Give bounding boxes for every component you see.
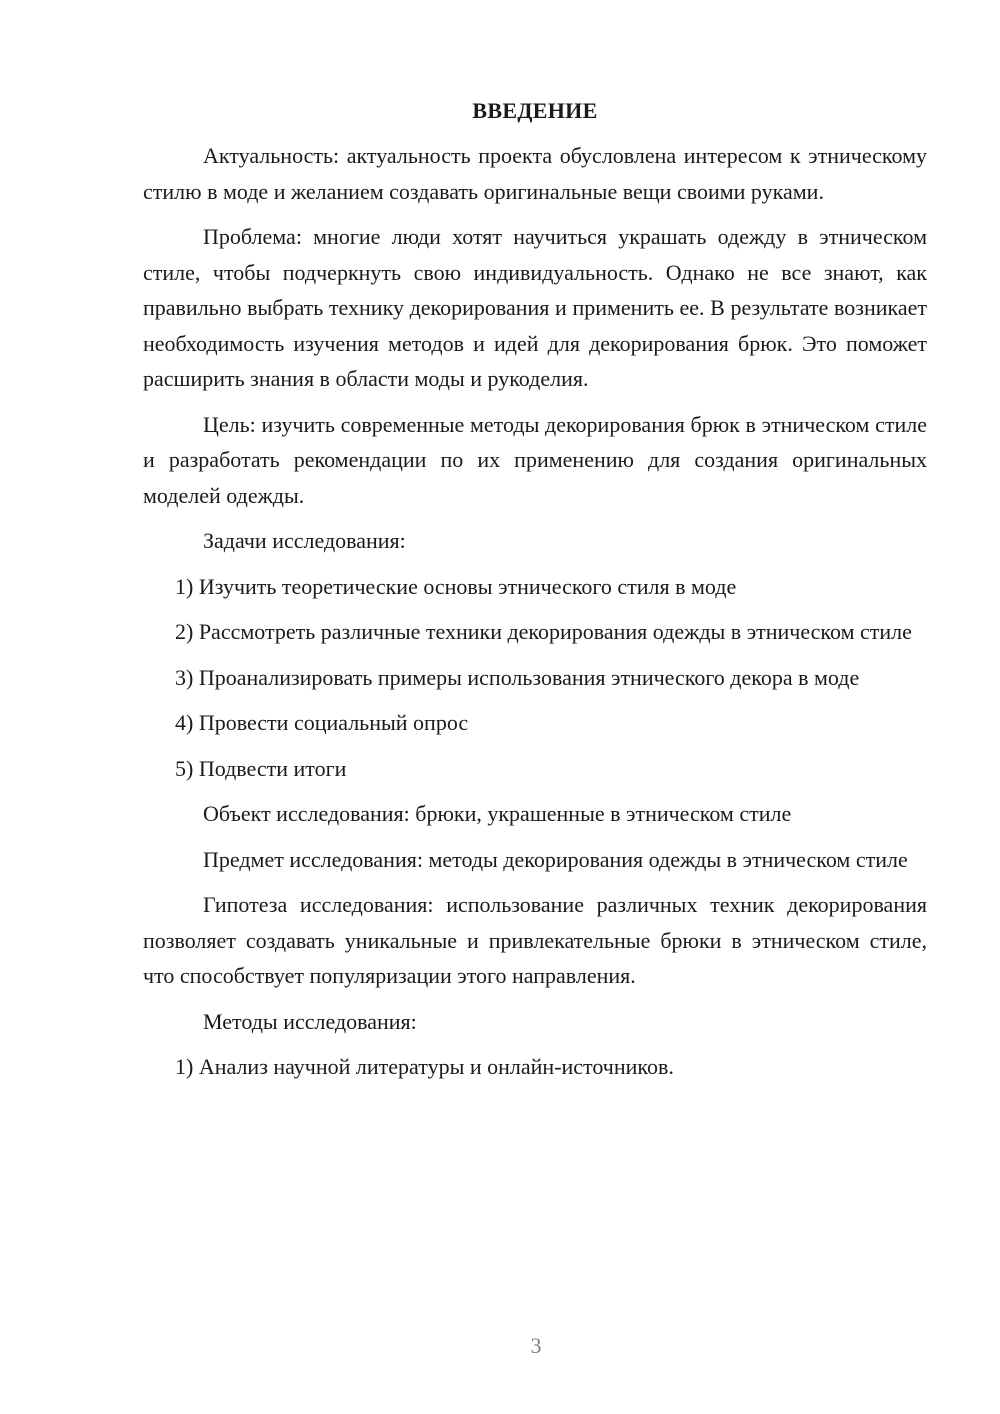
task-item: 2) Рассмотреть различные техники декорирования одежды в этническом стиле bbox=[175, 619, 912, 644]
task-item: 1) Изучить теоретические основы этнического стиля в моде bbox=[175, 573, 737, 599]
document-page bbox=[143, 96, 927, 1095]
method-item: 1) Анализ научной литературы и онлайн-источников. bbox=[175, 1054, 674, 1079]
hypothesis-paragraph: Гипотеза исследования: использование различных техник декорирования позволяет создавать уникальные и привлекательные брюки в этническом стиле, что способствует популяризации этого направления. bbox=[143, 892, 927, 988]
task-item: 4) Провести социальный опрос bbox=[175, 710, 469, 735]
methods-heading: Методы исследования: bbox=[203, 1008, 417, 1034]
object-paragraph: Объект исследования: брюки, украшенные в этническом стиле bbox=[203, 801, 792, 826]
problem-paragraph: Проблема: многие люди хотят научиться украшать одежду в этническом стиле, чтобы подчеркнуть свою индивидуальность. Однако не все знают, как правильно выбрать технику декорирования и применить ее. В результате возникает необходимость изучения методов и идей для декорирования брюк. Это поможет расширить знания в области моды и рукоделия. bbox=[143, 224, 927, 391]
page-number: 3 bbox=[530, 1333, 542, 1358]
subject-paragraph: Предмет исследования: методы декорирования одежды в этническом стиле bbox=[203, 846, 908, 872]
task-item: 3) Проанализировать примеры использования этнического декора в моде bbox=[175, 664, 860, 690]
tasks-heading: Задачи исследования: bbox=[203, 528, 406, 553]
goal-paragraph: Цель: изучить современные методы декорирования брюк в этническом стиле и разработать рекомендации по их применению для создания оригинальных моделей одежды. bbox=[143, 411, 927, 508]
task-item: 5) Подвести итоги bbox=[175, 755, 347, 781]
relevance-paragraph: Актуальность: актуальность проекта обусловлена интересом к этническому стилю в моде и желанием создавать оригинальные вещи своими руками. bbox=[143, 143, 927, 204]
section-title: ВВЕДЕНИЕ bbox=[472, 98, 598, 123]
